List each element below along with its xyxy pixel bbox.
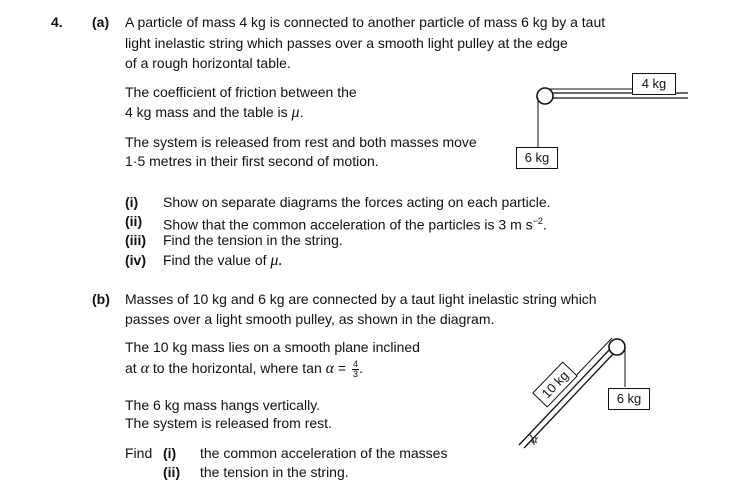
mass-4kg-box: 4 kg <box>632 73 676 95</box>
sub-item-ii-label: (ii) <box>125 213 143 229</box>
part-a-label: (a) <box>92 14 110 30</box>
pulley-b <box>609 339 625 355</box>
friction-period: . <box>299 104 304 120</box>
alpha-symbol: α <box>140 360 149 377</box>
fraction-denominator: 3 <box>353 368 359 379</box>
find-item-i-text: the common acceleration of the masses <box>200 445 448 461</box>
friction-line-1: The coefficient of friction between the <box>125 84 357 100</box>
part-b-intro-1: Masses of 10 kg and 6 kg are connected by a taut light inelastic string which <box>125 291 597 307</box>
sub-item-i-text: Show on separate diagrams the forces acting on each particle. <box>163 194 551 210</box>
mass-6kg-box-b: 6 kg <box>608 388 650 410</box>
sub-item-ii-sup: −2 <box>532 216 543 226</box>
release-line-2: 1·5 metres in their first second of motion. <box>125 153 379 169</box>
mu-symbol: μ <box>291 104 300 121</box>
find-item-ii-text: the tension in the string. <box>200 464 349 480</box>
find-item-i-label: (i) <box>163 445 177 461</box>
sub-item-iv-body: Find the value of <box>163 252 267 268</box>
sub-item-iii-label: (iii) <box>125 232 146 248</box>
friction-line-2-text: 4 kg mass and the table is <box>125 104 288 120</box>
sub-item-iv-mu: μ. <box>270 252 283 269</box>
plane-line-1: The 10 kg mass lies on a smooth plane inclined <box>125 339 420 355</box>
plane-line-2-a: at <box>125 360 137 376</box>
hang-line: The 6 kg mass hangs vertically. <box>125 397 321 413</box>
release-line-b: The system is released from rest. <box>125 415 332 431</box>
fraction-numerator: 4 <box>353 358 359 369</box>
plane-line-2-b: to the horizontal, where tan <box>152 360 322 376</box>
mass-6kg-box-a: 6 kg <box>516 147 558 169</box>
find-label: Find <box>125 445 153 461</box>
part-a-intro-2: light inelastic string which passes over a smooth light pulley at the edge <box>125 35 568 51</box>
sub-item-i-label: (i) <box>125 194 139 210</box>
sub-item-iii-text: Find the tension in the string. <box>163 232 343 248</box>
alpha-symbol-2: α <box>325 360 335 377</box>
part-b-intro-2: passes over a light smooth pulley, as shown in the diagram. <box>125 311 495 327</box>
angle-label: α <box>531 431 538 446</box>
sub-item-iv-label: (iv) <box>125 252 146 268</box>
part-a-intro-1: A particle of mass 4 kg is connected to another particle of mass 6 kg by a taut <box>125 14 606 30</box>
fraction-tail: . <box>359 360 363 376</box>
sub-item-ii-body: Show that the common acceleration of the particles is 3 m s <box>163 216 533 233</box>
equals-sign: = <box>337 360 347 376</box>
mass-10kg-box: 10 kg <box>532 361 578 407</box>
find-item-ii-label: (ii) <box>163 464 181 480</box>
part-b-label: (b) <box>92 291 110 307</box>
release-line-1: The system is released from rest and both masses move <box>125 134 477 150</box>
sub-item-ii-tail: . <box>542 216 547 233</box>
part-a-intro-3: of a rough horizontal table. <box>125 55 291 71</box>
question-number: 4. <box>51 14 63 30</box>
